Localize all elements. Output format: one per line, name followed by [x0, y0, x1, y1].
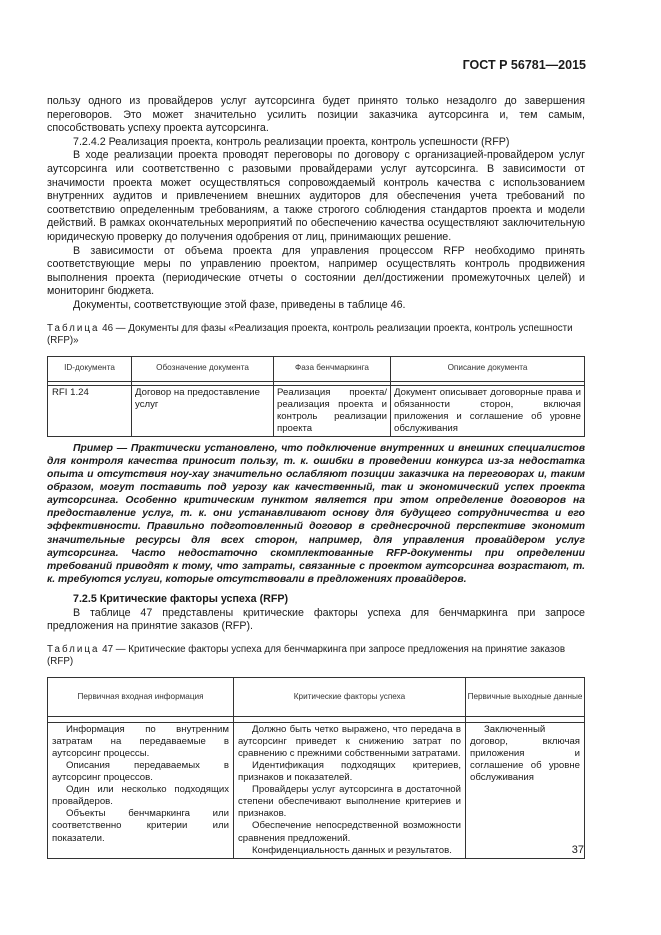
table-header-cell: Критические факторы успеха: [234, 677, 466, 716]
paragraph-negotiations: В ходе реализации проекта проводят переговоры по договору с организацией-провайдером услуг аутсорсинга или соответственно с разовыми провайдерами услуг аутсорсинга. В зависимости от значимости проекта может осуществляться сопровождаемый контроль качества с использованием внутренних аудитов и привлечением внешних аудиторов для обеспечения учета требований по соответствию определенным требованиям, а также строгого соблюдения стандартов проекта и модели действий. В рамках окончательных мероприятий по обеспечению качества осуществляют заключительную юридическую проверку до получения одобрения от лиц, принимающих решение.: [47, 149, 585, 243]
document-description-cell: Документ описывает договорные права и обязанности сторон, включая приложения и соглашение об уровне обслуживания: [391, 385, 585, 436]
page-content: [47, 95, 585, 859]
primary-input-cell: [48, 722, 234, 858]
table-47: [47, 677, 585, 859]
list-item: Описания передаваемых в аутсорсинг процессов.: [52, 759, 229, 784]
table-46-label: Таблица: [47, 322, 100, 334]
table-47-header-row: [48, 677, 585, 716]
list-item: Один или несколько подходящих провайдеров.: [52, 784, 229, 808]
section-7-2-5-title: 7.2.5 Критические факторы успеха (RFP): [73, 592, 289, 605]
table-header-cell: Обозначение документа: [132, 356, 274, 381]
list-item: Провайдеры услуг аутсорсинга в достаточной степени обеспечивают выполнение критериев и признаков.: [238, 784, 461, 820]
table-46-caption: [47, 323, 585, 348]
table-46: [47, 356, 585, 437]
list-item: Конфиденциальность данных и результатов.: [252, 844, 452, 856]
table-row: [48, 722, 585, 858]
critical-factors-cell: [234, 722, 466, 858]
table-header-cell: Описание документа: [391, 356, 585, 381]
table-47-caption: [47, 644, 585, 669]
benchmarking-phase-cell: Реализация проекта/ реализация проекта и контроль реализации проекта: [274, 385, 391, 436]
table-header-cell: Фаза бенчмаркинга: [274, 356, 391, 381]
list-item: Идентификация подходящих критериев, признаков и показателей.: [238, 759, 461, 784]
list-item: Заключенный договор, включая приложения и соглашение об уровне обслуживания: [470, 723, 580, 784]
table-46-header-row: [48, 356, 585, 381]
table-47-label: Таблица: [47, 643, 100, 655]
document-id-cell: RFI 1.24: [48, 385, 132, 436]
list-item: Обеспечение непосредственной возможности сравнения предложений.: [238, 820, 461, 844]
list-item: Объекты бенчмаркинга или соответственно критерии или показатели.: [52, 808, 229, 844]
list-item: Информация по внутренним затратам на передаваемые в аутсорсинг процессы.: [52, 723, 229, 759]
list-item: Должно быть четко выражено, что передача в аутсорсинг приведет к снижению затрат по сравнению с прежними собственными затратами.: [238, 723, 461, 759]
paragraph-documents-reference: Документы, соответствующие этой фазе, приведены в таблице 46.: [73, 298, 406, 311]
table-header-cell: ID-документа: [48, 356, 132, 381]
table-row: [48, 385, 585, 436]
paragraph-table-47-reference: В таблице 47 представлены критические факторы успеха для бенчмаркинга при запросе предложения на принятие заказов (RFP).: [47, 606, 585, 633]
primary-output-cell: [466, 722, 585, 858]
page-number: 37: [571, 844, 584, 856]
table-47-caption-text: 47 — Критические факторы успеха для бенчмаркинга при запросе предложения на принятие заказов (RFP): [47, 643, 566, 668]
table-header-cell: Первичные выходные данные: [466, 677, 585, 716]
intro-paragraph: пользу одного из провайдеров услуг аутсорсинга будет принято только незадолго до завершения переговоров. Это может значительно усилить позиции заказчика аутсорсинга и, тем самым, способствовать успеху проекта аутсорсинга.: [47, 95, 585, 135]
example-note: Пример — Практически установлено, что подключение внутренних и внешних специалистов для контроля качества приносит пользу, т. к. ошибки в проведении конкурса из-за недостатка опыта и отсутствия ноу-хау значительно ослабляют позиции заказчика на переговорах и, таким образом, могут поставить под угрозу как качественный, так и экономический успех проекта аутсорсинга. Особенно критическим пунктом является при этом определение договоров на предоставление услуг, т. к. они устанавливают основу для будущего сотрудничества и его эффективности. Правильно подготовленный договор в среднесрочной перспективе экономит значительные ресурсы для всех сторон, например, для управления провайдером услуг аутсорсинга. Часто недостаточно скомплектованные RFP-документы при определении требований приводят к тому, что затраты, связанные с проектом аутсорсинга возрастают, т. к. требуются услуги, которые отсутствовали в предложениях провайдеров.: [47, 442, 585, 585]
document-standard-header: ГОСТ Р 56781—2015: [462, 58, 586, 72]
section-7-2-4-2-title: 7.2.4.2 Реализация проекта, контроль реализации проекта, контроль успешности (RFP): [73, 135, 510, 148]
paragraph-project-management: В зависимости от объема проекта для управления процессом RFP необходимо принять соответствующие меры по управлению проектом, например осуществлять контроль продвижения выполнения проекта (периодические отчеты о состоянии дел/достижении промежуточных целей) и мониторинг бюджета.: [47, 244, 585, 298]
table-46-caption-text: 46 — Документы для фазы «Реализация проекта, контроль реализации проекта, контроль успешности (RFP)»: [47, 322, 573, 346]
document-designation-cell: Договор на предоставление услуг: [132, 385, 274, 436]
table-header-cell: Первичная входная информация: [48, 677, 234, 716]
